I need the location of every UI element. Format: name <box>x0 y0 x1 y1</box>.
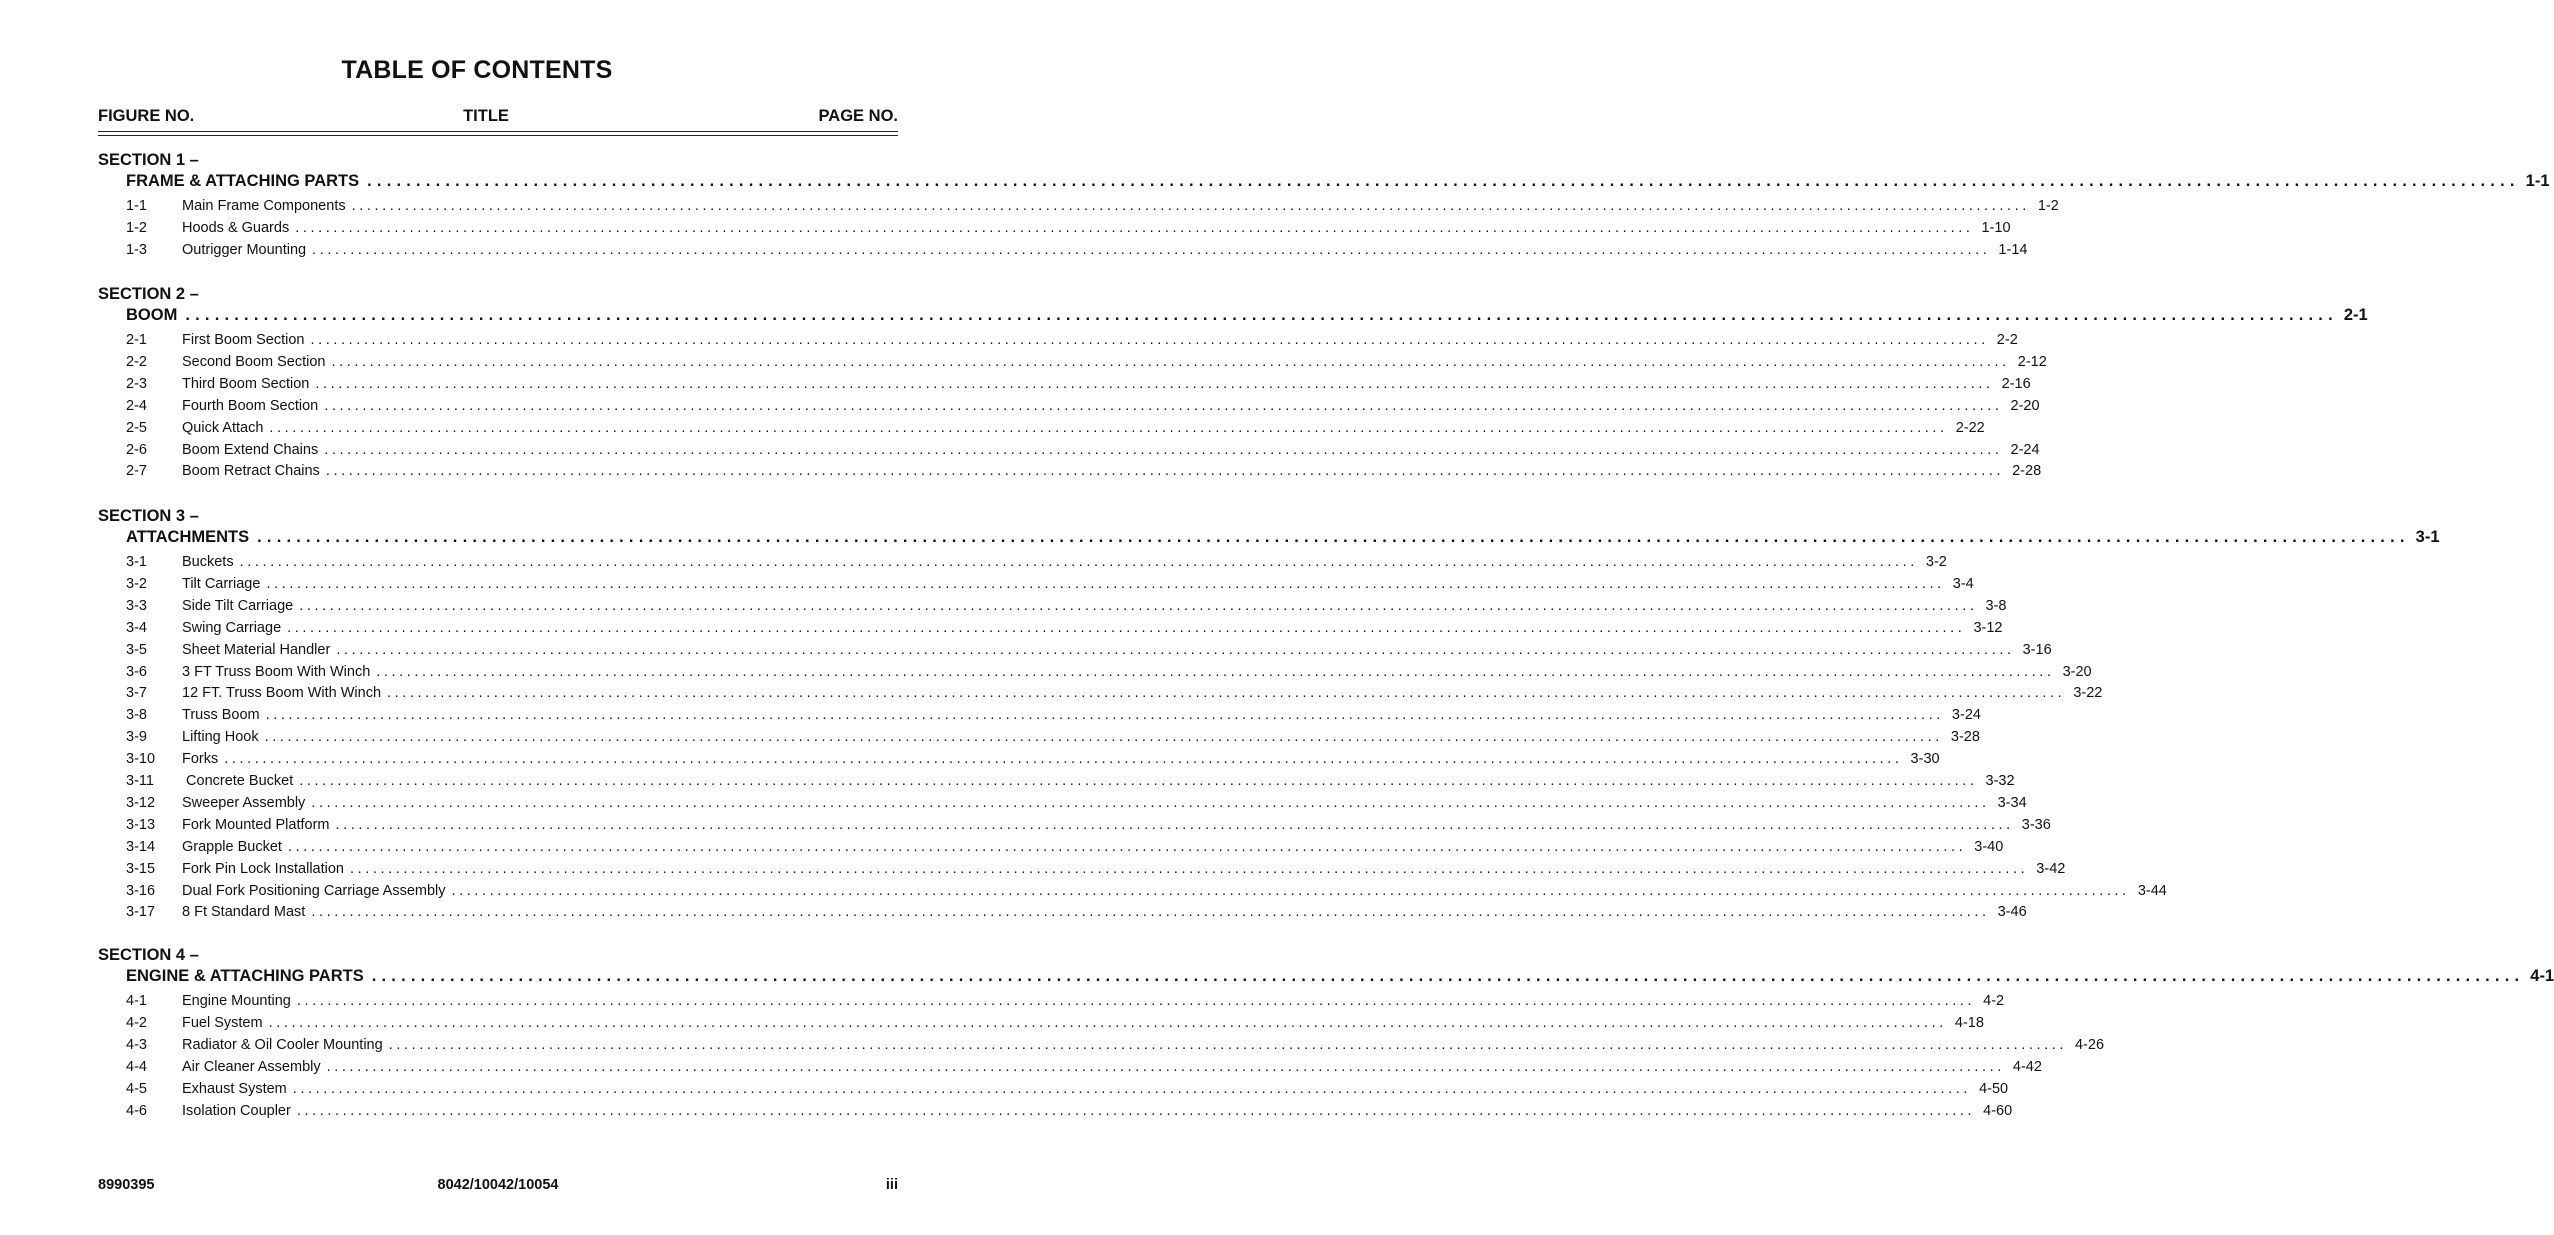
toc-entry-row[interactable] <box>126 773 2015 791</box>
figure-number: 4-3 <box>126 1036 147 1053</box>
dot-leader: ............................................................................................................................................................................................................................ <box>324 441 2003 458</box>
figure-page: 3-36 <box>2021 816 2051 833</box>
figure-number: 2-7 <box>126 463 147 480</box>
figure-title: Fourth Boom Section <box>182 397 319 414</box>
dot-leader: ............................................................................................................................................................................................................................ <box>387 685 2066 702</box>
figure-number: 3-15 <box>126 860 156 877</box>
figure-page: 3-4 <box>1952 575 1974 592</box>
figure-title: Side Tilt Carriage <box>182 597 294 614</box>
figure-title: 8 Ft Standard Mast <box>182 904 306 921</box>
figure-number: 3-2 <box>126 575 147 592</box>
figure-number: 3-17 <box>126 904 156 921</box>
figure-title: Forks <box>182 751 219 768</box>
section-name: ATTACHMENTS <box>126 528 250 546</box>
dot-leader: ............................................................................................................................................................................................................................ <box>268 1014 1947 1031</box>
figure-number: 3-6 <box>126 663 147 680</box>
section-heading: SECTION 3 – <box>98 507 199 525</box>
toc-entry-row[interactable] <box>126 241 2028 260</box>
figure-page: 1-14 <box>1998 241 2028 258</box>
figure-page: 4-2 <box>1983 993 2005 1009</box>
figure-number: 4-4 <box>126 1058 147 1075</box>
figure-number: 4-6 <box>126 1102 147 1119</box>
figure-page: 4-50 <box>1979 1080 2009 1097</box>
figure-page: 2-22 <box>1955 419 1985 436</box>
figure-number: 1-2 <box>126 219 147 236</box>
footer-page-number: iii <box>885 1177 898 1193</box>
toc-entry-row[interactable] <box>126 353 2047 372</box>
dot-leader: ............................................................................................................................................................................................................................ <box>296 1102 1976 1119</box>
figure-number: 3-1 <box>126 554 147 570</box>
toc-entry-row[interactable] <box>126 597 2007 616</box>
figure-no-header: FIGURE NO. <box>98 107 195 125</box>
figure-title: Buckets <box>182 554 234 570</box>
figure-page: 2-16 <box>2001 375 2031 392</box>
figure-number: 2-3 <box>126 375 147 392</box>
toc-entry-row[interactable] <box>126 397 2040 416</box>
figure-title: Engine Mounting <box>182 993 291 1009</box>
dot-leader: ............................................................................................................................................................................................................................ <box>311 904 1990 921</box>
dot-leader: ............................................................................................................................................................................................................................ <box>451 882 2130 899</box>
dot-leader: ............................................................................................................................................................................................................................ <box>335 816 2014 833</box>
toc-entry-row[interactable] <box>126 707 1981 725</box>
dot-leader: ............................................................................................................................................................................................................................ <box>264 729 1943 746</box>
figure-number: 3-7 <box>126 685 147 702</box>
section-title-row[interactable] <box>126 172 2550 192</box>
section-heading: SECTION 4 – <box>98 946 199 964</box>
toc-entry-row[interactable] <box>126 1058 2042 1077</box>
figure-page: 3-24 <box>1951 707 1981 724</box>
toc-entry-row[interactable] <box>126 751 1940 769</box>
figure-title: Concrete Bucket <box>182 773 294 789</box>
toc-entry-row[interactable] <box>126 1080 2009 1099</box>
figure-title: Main Frame Components <box>182 198 346 214</box>
figure-page: 3-20 <box>2062 663 2092 680</box>
dot-leader: ............................................................................................................................................................................................................................ <box>326 1058 2005 1075</box>
figure-page: 3-40 <box>1974 838 2004 855</box>
section-page: 2-1 <box>2343 306 2368 324</box>
figure-title: First Boom Section <box>182 332 305 348</box>
figure-page: 1-2 <box>2037 198 2059 214</box>
dot-leader: ............................................................................................................................................................................................................................ <box>336 641 2015 658</box>
section-name: BOOM <box>126 306 178 324</box>
figure-number: 3-3 <box>126 597 147 614</box>
title-header: TITLE <box>463 107 509 125</box>
figure-page: 3-12 <box>1973 619 2003 636</box>
figure-number: 4-2 <box>126 1014 147 1031</box>
figure-number: 2-2 <box>126 353 147 370</box>
toc-entry-row[interactable] <box>126 463 2042 481</box>
figure-page: 2-2 <box>1996 332 2018 348</box>
figure-title: Sheet Material Handler <box>182 641 331 658</box>
figure-title: Boom Retract Chains <box>182 463 320 480</box>
figure-number: 1-1 <box>126 198 147 214</box>
figure-page: 3-22 <box>2073 685 2103 702</box>
toc-entry-row[interactable] <box>126 1036 2105 1055</box>
figure-page: 4-42 <box>2012 1058 2042 1075</box>
section-title-row[interactable] <box>126 528 2440 548</box>
figure-page: 3-44 <box>2137 882 2167 899</box>
figure-number: 3-4 <box>126 619 147 636</box>
dot-leader: ............................................................................................................................................................................................................................ <box>239 554 1918 570</box>
figure-title: Truss Boom <box>182 707 260 724</box>
figure-number: 3-16 <box>126 882 156 899</box>
dot-leader: ............................................................................................................................................................................................................................ <box>287 838 1967 855</box>
section-name: ENGINE & ATTACHING PARTS <box>126 967 364 985</box>
figure-page: 3-34 <box>1997 794 2027 811</box>
toc-entry-row[interactable] <box>126 838 2004 857</box>
dot-leader: ............................................................................................................................................................................................................................ <box>296 993 1976 1009</box>
dot-leader: ............................................................................................................................................................................................................................ <box>295 219 1974 236</box>
toc-entry-row[interactable] <box>126 575 1974 594</box>
figure-title: Fork Mounted Platform <box>182 816 330 833</box>
section-page: 1-1 <box>2525 172 2550 190</box>
figure-number: 2-1 <box>126 332 147 348</box>
figure-page: 3-42 <box>2036 860 2066 877</box>
dot-leader: ............................................................................................................................................................................................................................ <box>324 397 2003 414</box>
figure-number: 2-4 <box>126 397 147 414</box>
figure-number: 3-11 <box>126 773 154 789</box>
dot-leader: ............................................................................................................................................................................................................................ <box>325 463 2005 480</box>
footer-model-numbers: 8042/10042/10054 <box>437 1177 559 1193</box>
footer-part-number: 8990395 <box>98 1177 155 1193</box>
figure-title: Fork Pin Lock Installation <box>182 860 344 877</box>
figure-number: 1-3 <box>126 241 147 258</box>
dot-leader: ............................................................................................................................................................................................................................ <box>312 241 1991 258</box>
figure-title: 12 FT. Truss Boom With Winch <box>182 685 382 702</box>
figure-title: Fuel System <box>182 1014 263 1031</box>
section-heading: SECTION 2 – <box>98 285 199 303</box>
toc-entry-row[interactable] <box>126 619 2003 638</box>
figure-page: 3-2 <box>1925 554 1947 570</box>
figure-title: Second Boom Section <box>182 353 326 370</box>
toc-entry-row[interactable] <box>126 816 2051 835</box>
section-title-row[interactable] <box>126 967 2554 987</box>
figure-number: 3-10 <box>126 751 156 768</box>
dot-leader: ............................................................................................................................................................................................................................ <box>310 332 1989 348</box>
figure-title: Boom Extend Chains <box>182 441 319 458</box>
figure-page: 4-26 <box>2074 1036 2105 1053</box>
page-title: TABLE OF CONTENTS <box>341 56 613 84</box>
figure-title: Radiator & Oil Cooler Mounting <box>182 1036 383 1053</box>
toc-entry-row[interactable] <box>126 794 2027 813</box>
dot-leader: ............................................................................................................................................................................................................................ <box>299 597 1978 614</box>
toc-entry-row[interactable] <box>126 993 2005 1011</box>
figure-page: 3-8 <box>1985 597 2007 614</box>
figure-page: 1-10 <box>1981 219 2011 236</box>
figure-title: Quick Attach <box>182 419 264 436</box>
dot-leader: ............................................................................................................................................................................................................................ <box>367 172 2520 190</box>
figure-page: 3-28 <box>1950 729 1980 746</box>
toc-entry-row[interactable] <box>126 904 2027 922</box>
dot-leader: ............................................................................................................................................................................................................................ <box>376 663 2055 680</box>
dot-leader: ............................................................................................................................................................................................................................ <box>224 751 1903 768</box>
toc-entry-row[interactable] <box>126 1014 1984 1033</box>
figure-page: 4-60 <box>1983 1102 2013 1119</box>
dot-leader: ............................................................................................................................................................................................................................ <box>265 707 1944 724</box>
figure-number: 3-9 <box>126 729 147 746</box>
section-title-row[interactable] <box>126 306 2368 326</box>
toc-entry-row[interactable] <box>126 641 2052 660</box>
toc-entry-row[interactable] <box>126 860 2066 879</box>
figure-title: Sweeper Assembly <box>182 794 306 811</box>
dot-leader: ............................................................................................................................................................................................................................ <box>269 419 1948 436</box>
toc-entry-row[interactable] <box>126 375 2031 394</box>
figure-number: 3-14 <box>126 838 156 855</box>
toc-entry-row[interactable] <box>126 729 1980 747</box>
dot-leader: ............................................................................................................................................................................................................................ <box>311 794 1990 811</box>
dot-leader: ............................................................................................................................................................................................................................ <box>371 967 2525 985</box>
dot-leader: ............................................................................................................................................................................................................................ <box>299 773 1978 789</box>
dot-leader: ............................................................................................................................................................................................................................ <box>315 375 1994 392</box>
figure-title: Swing Carriage <box>182 619 282 636</box>
figure-number: 4-1 <box>126 993 147 1009</box>
figure-title: Dual Fork Positioning Carriage Assembly <box>182 882 446 899</box>
figure-title: Lifting Hook <box>182 729 259 746</box>
figure-page: 4-18 <box>1954 1014 1984 1031</box>
toc-entry-row[interactable] <box>126 441 2040 460</box>
figure-page: 2-20 <box>2010 397 2040 414</box>
figure-number: 2-5 <box>126 419 147 436</box>
dot-leader: ............................................................................................................................................................................................................................ <box>266 575 1945 592</box>
toc-entry-row[interactable] <box>126 882 2167 901</box>
figure-page: 2-24 <box>2010 441 2040 458</box>
figure-title: Outrigger Mounting <box>182 241 307 258</box>
section-name: FRAME & ATTACHING PARTS <box>126 172 360 190</box>
figure-page: 3-16 <box>2022 641 2052 658</box>
section-heading: SECTION 1 – <box>98 151 199 169</box>
figure-page: 2-28 <box>2012 463 2042 480</box>
section-page: 3-1 <box>2415 528 2440 546</box>
figure-page: 3-46 <box>1997 904 2027 921</box>
dot-leader: ............................................................................................................................................................................................................................ <box>185 306 2338 324</box>
toc-entry-row[interactable] <box>126 419 1985 438</box>
figure-title: Third Boom Section <box>182 375 310 392</box>
toc-entry-row[interactable] <box>126 332 2018 350</box>
toc-entry-row[interactable] <box>126 554 1947 572</box>
page-footer <box>98 1177 898 1195</box>
dot-leader: ............................................................................................................................................................................................................................ <box>388 1036 2067 1053</box>
figure-title: Exhaust System <box>182 1080 287 1097</box>
toc-entry-row[interactable] <box>126 663 2092 682</box>
figure-title: Isolation Coupler <box>182 1102 291 1119</box>
dot-leader: ............................................................................................................................................................................................................................ <box>331 353 2010 370</box>
figure-title: Grapple Bucket <box>182 838 282 855</box>
dot-leader: ............................................................................................................................................................................................................................ <box>257 528 2410 546</box>
figure-number: 3-5 <box>126 641 147 658</box>
figure-page: 3-32 <box>1985 773 2015 789</box>
toc-entry-row[interactable] <box>126 219 2011 238</box>
dot-leader: ............................................................................................................................................................................................................................ <box>292 1080 1972 1097</box>
figure-number: 3-12 <box>126 794 156 811</box>
section-page: 4-1 <box>2530 967 2554 985</box>
figure-title: Air Cleaner Assembly <box>182 1058 321 1075</box>
figure-page: 2-12 <box>2017 353 2047 370</box>
dot-leader: ............................................................................................................................................................................................................................ <box>287 619 1966 636</box>
toc-entry-row[interactable] <box>126 198 2059 216</box>
page-no-header: PAGE NO. <box>818 107 898 125</box>
figure-title: Hoods & Guards <box>182 219 290 236</box>
dot-leader: ............................................................................................................................................................................................................................ <box>351 198 2030 214</box>
dot-leader: ............................................................................................................................................................................................................................ <box>350 860 2029 877</box>
toc-entry-row[interactable] <box>126 685 2103 703</box>
toc-entry-row[interactable] <box>126 1102 2013 1121</box>
figure-page: 3-30 <box>1910 751 1940 768</box>
figure-number: 2-6 <box>126 441 147 458</box>
figure-number: 3-8 <box>126 707 147 724</box>
figure-title: 3 FT Truss Boom With Winch <box>182 663 371 680</box>
figure-number: 3-13 <box>126 816 156 833</box>
figure-number: 4-5 <box>126 1080 147 1097</box>
figure-title: Tilt Carriage <box>182 575 261 592</box>
